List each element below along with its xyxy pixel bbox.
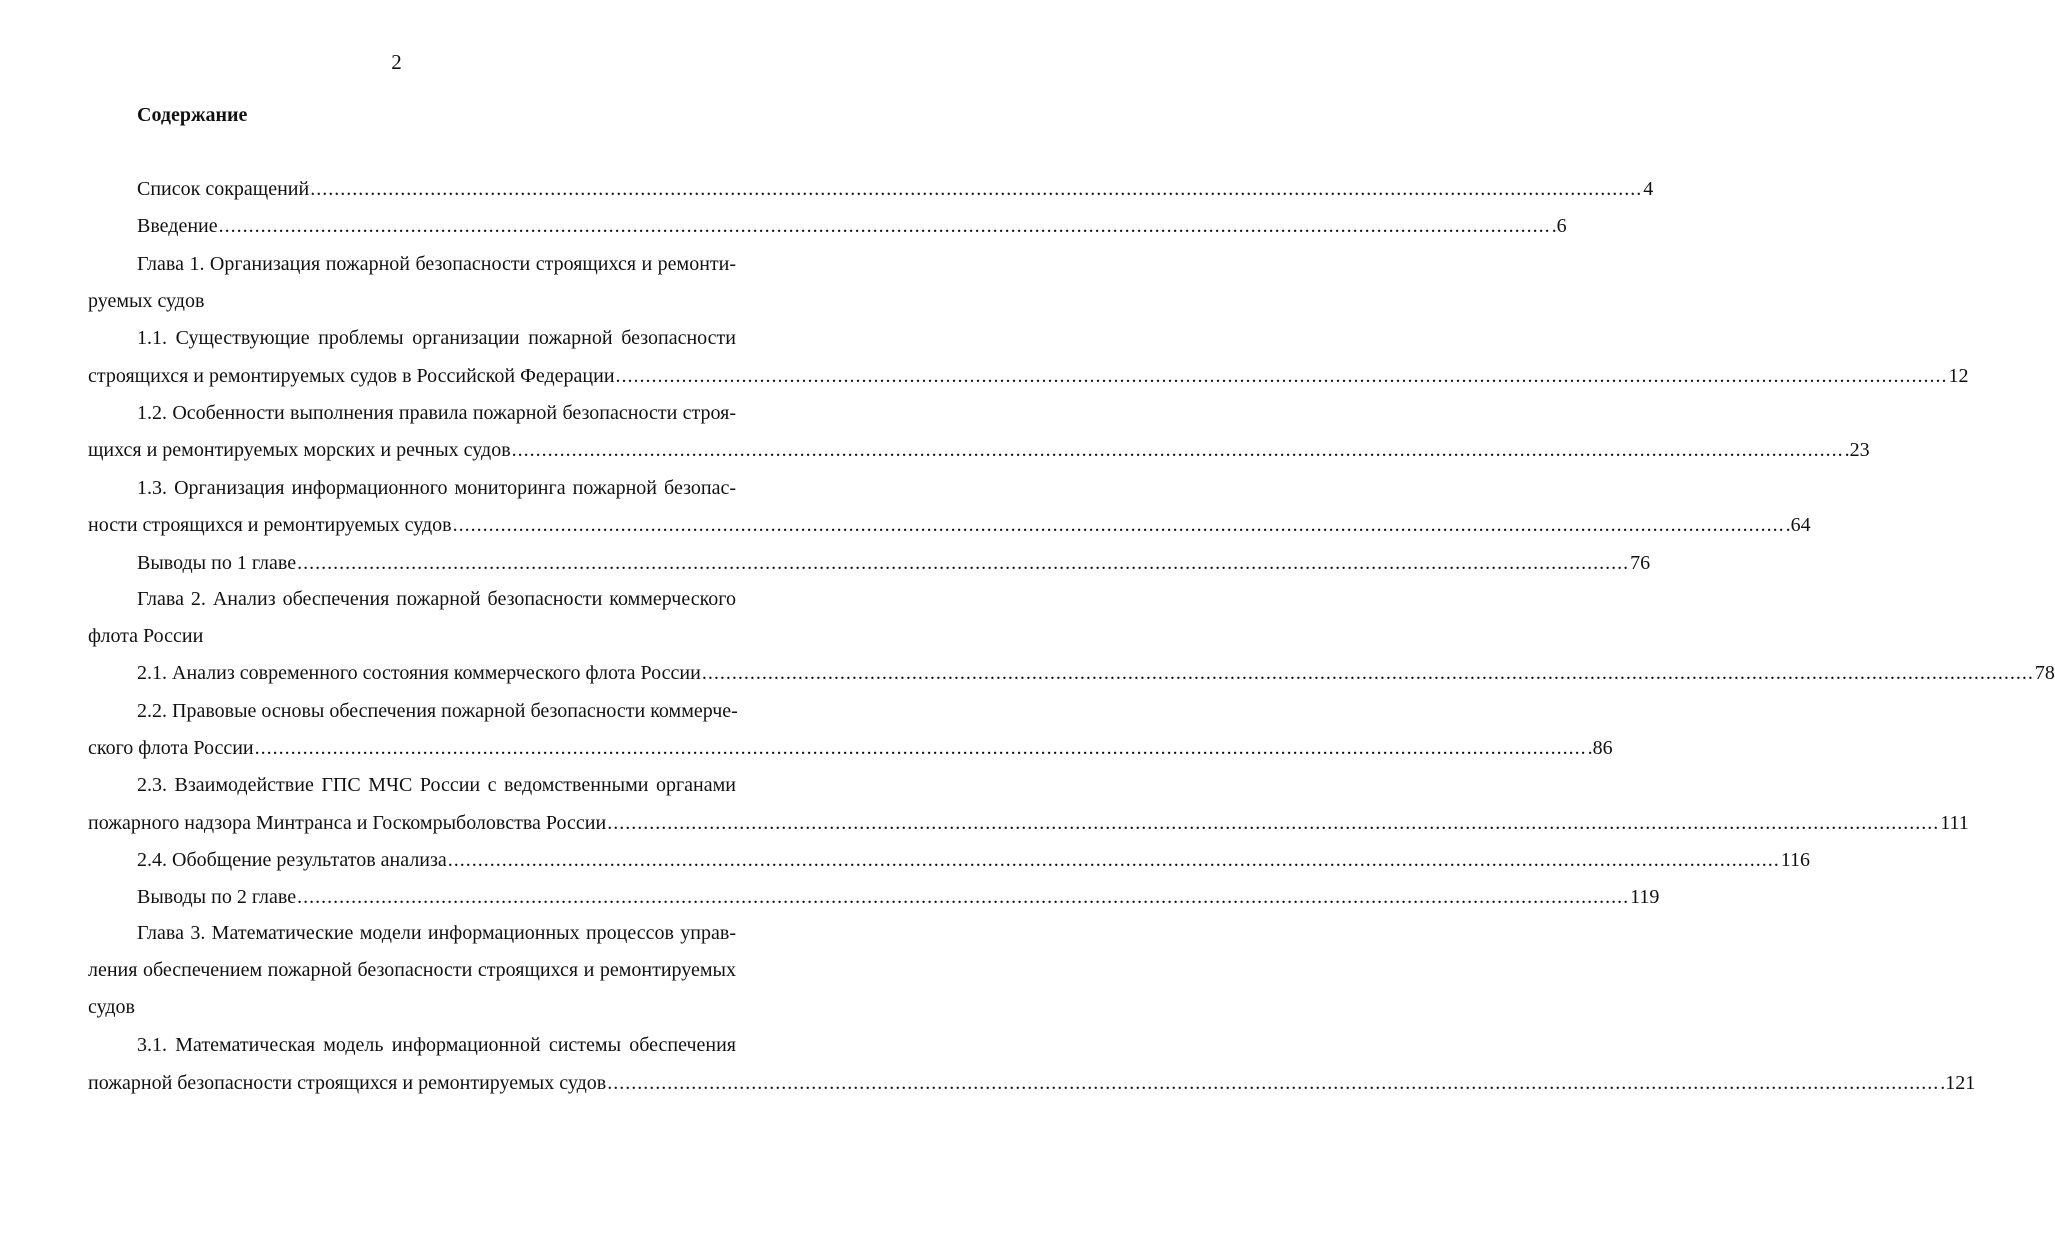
toc-chapter-1-line2: руемых судов	[88, 290, 205, 312]
toc-section-2-3-line1: 2.3. Взаимодействие ГПС МЧС России с ведомственными органами	[137, 774, 736, 796]
toc-entry-label: 2.4. Обобщение результатов анализа	[137, 849, 447, 871]
leader-dots: ..............................................................................................................................................................................................................................	[615, 365, 1948, 387]
toc-entry-page: 4	[1643, 178, 1654, 200]
toc-section-2-2-line1: 2.2. Правовые основы обеспечения пожарной безопасности коммерче-	[137, 700, 738, 722]
leader-dots: ..............................................................................................................................................................................................................................	[607, 1072, 1940, 1094]
toc-entry-page: 111	[1940, 812, 1969, 834]
toc-entry-page: .64	[1785, 514, 1811, 536]
toc-entry-page: 78	[2034, 662, 2055, 684]
toc-entry-label: строящихся и ремонтируемых судов в Российской Федерации	[88, 365, 615, 387]
toc-entry-label: 2.1. Анализ современного состояния коммерческого флота России	[137, 662, 701, 684]
leader-dots: ..............................................................................................................................................................................................................................	[452, 514, 1785, 536]
toc-section-1-2-line1: 1.2. Особенности выполнения правила пожарной безопасности строя-	[137, 402, 736, 424]
toc-section-2-4	[137, 848, 1811, 872]
toc-entry-page: .6	[1551, 215, 1567, 237]
toc-entry-label: Выводы по 2 главе	[137, 886, 297, 908]
toc-entry-label: щихся и ремонтируемых морских и речных судов	[88, 439, 511, 461]
toc-chapter-1-line1: Глава 1. Организация пожарной безопасности строящихся и ремонти-	[137, 253, 736, 275]
toc-entry-page: .121	[1940, 1072, 1976, 1094]
toc-section-2-1	[137, 661, 2055, 685]
page-number: 2	[391, 50, 402, 74]
toc-entry-page: 119	[1630, 886, 1660, 908]
leader-dots: ..............................................................................................................................................................................................................................	[607, 812, 1940, 834]
toc-title: Содержание	[137, 104, 248, 126]
leader-dots: ..............................................................................................................................................................................................................................	[254, 737, 1587, 759]
leader-dots: ..............................................................................................................................................................................................................................	[297, 552, 1630, 574]
toc-entry-label: Выводы по 1 главе	[137, 552, 297, 574]
toc-entry-label: пожарной безопасности строящихся и ремонтируемых судов	[88, 1072, 607, 1094]
toc-entry-label: ности строящихся и ремонтируемых судов	[88, 514, 452, 536]
toc-entry-introduction	[137, 214, 1567, 238]
toc-entry-label: пожарного надзора Минтранса и Госкомрыболовства России	[88, 812, 607, 834]
toc-section-3-1-line2	[88, 1071, 1976, 1095]
toc-chapter-3-line1: Глава 3. Математические модели информационных процессов управ-	[137, 922, 736, 944]
toc-entry-page: 76	[1630, 552, 1651, 574]
toc-chapter-2-line2: флота России	[88, 625, 204, 647]
toc-chapter-2-line1: Глава 2. Анализ обеспечения пожарной безопасности коммерческого	[137, 588, 736, 610]
toc-entry-label: ского флота России	[88, 737, 254, 759]
toc-section-1-1-line2	[88, 364, 1969, 388]
toc-entry-page: .23	[1844, 439, 1870, 461]
toc-entry-label: Список сокращений	[137, 178, 310, 200]
leader-dots: ..............................................................................................................................................................................................................................	[701, 662, 2034, 684]
toc-chapter-3-line2: ления обеспечением пожарной безопасности строящихся и ремонтируемых	[88, 959, 736, 981]
toc-chapter-3-line3: судов	[88, 996, 135, 1018]
toc-entry-page: 116	[1780, 849, 1811, 871]
toc-entry-page: .86	[1587, 737, 1613, 759]
leader-dots: ..............................................................................................................................................................................................................................	[297, 886, 1630, 908]
toc-section-2-2-line2	[88, 736, 1613, 760]
toc-section-3-1-line1: 3.1. Математическая модель информационной системы обеспечения	[137, 1034, 736, 1056]
leader-dots: ..............................................................................................................................................................................................................................	[310, 178, 1643, 200]
toc-section-2-3-line2	[88, 811, 1969, 835]
toc-section-1-3-line1: 1.3. Организация информационного мониторинга пожарной безопас-	[137, 477, 736, 499]
leader-dots: ..............................................................................................................................................................................................................................	[218, 215, 1551, 237]
toc-section-1-2-line2	[88, 438, 1870, 462]
toc-entry-label: Введение	[137, 215, 218, 237]
toc-entry-conclusions-1	[137, 551, 1651, 575]
leader-dots: ..............................................................................................................................................................................................................................	[447, 849, 1780, 871]
toc-section-1-3-line2	[88, 513, 1811, 537]
toc-entry-conclusions-2	[137, 885, 1660, 909]
toc-section-1-1-line1: 1.1. Существующие проблемы организации пожарной безопасности	[137, 327, 736, 349]
leader-dots: ..............................................................................................................................................................................................................................	[511, 439, 1844, 461]
toc-entry-abbreviations	[137, 177, 1654, 201]
toc-entry-page: 12	[1948, 365, 1969, 387]
